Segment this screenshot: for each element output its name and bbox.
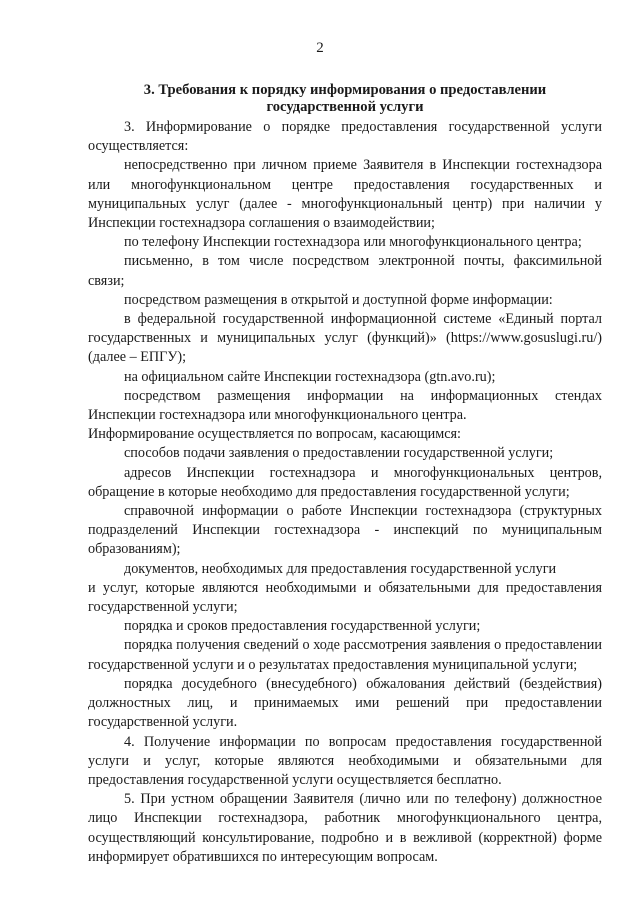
paragraph-topic-appeal: порядка досудебного (внесудебного) обжалования действий (бездействия) должностных лиц, и принимаемых ими решений при предоставлении государственной услуги. [88, 675, 602, 731]
paragraph-topic-terms: порядка и сроков предоставления государственной услуги; [124, 618, 481, 635]
paragraph-topic-addresses: адресов Инспекции гостехнадзора и многофункциональных центров, обращение в которые необходимо для предоставления государственной услуги; [88, 464, 602, 500]
paragraph-topic-documents: документов, необходимых для предоставления государственной услуги [124, 560, 557, 577]
paragraph-info-stands: посредством размещения информации на информационных стендах Инспекции гостехнадзора или многофункционального центра. [88, 387, 602, 424]
paragraph-public-posting: посредством размещения в открытой и доступной форме информации: [124, 291, 553, 308]
paragraph-4-free: 4. Получение информации по вопросам предоставления государственной услуги и услуг, которые являются необходимыми и обязательными для предоставления государственной услуги осуществляется бесплатно. [88, 733, 602, 788]
paragraph-epgu: в федеральной государственной информационной системе «Единый портал государственных и муниципальных услуг (функций)» (https://www.gosuslugi.ru/) (далее – ЕПГУ); [88, 311, 602, 366]
paragraph-topic-progress: порядка получения сведений о ходе рассмотрения заявления о предоставлении государственной услуги и о результатах предоставления муниципальной услуги; [88, 637, 602, 673]
section-title-line-2: государственной услуги [266, 99, 424, 115]
paragraph-topic-methods: способов подачи заявления о предоставлении государственной услуги; [124, 445, 554, 462]
section-title [88, 82, 602, 116]
paragraph-topic-documents-cont: и услуг, которые являются необходимыми и обязательными для предоставления государственной услуги; [88, 579, 602, 616]
paragraph-in-writing: письменно, в том числе посредством электронной почты, факсимильной связи; [88, 253, 602, 289]
paragraph-3-intro: 3. Информирование о порядке предоставления государственной услуги осуществляется: [88, 119, 602, 155]
paragraph-topic-reference: справочной информации о работе Инспекции гостехнадзора (структурных подразделений Инспекции гостехнадзора - инспекций по муниципальным образованиям); [88, 503, 602, 558]
paragraph-official-site: на официальном сайте Инспекции гостехнадзора (gtn.avo.ru); [124, 368, 496, 385]
document-body [88, 118, 602, 867]
paragraph-in-person: непосредственно при личном приеме Заявителя в Инспекции гостехнадзора или многофункциональном центре предоставления государственных и муниципальных услуг (далее - многофункциональный центр) при наличии у Инспекции гостехнадзора соглашения о взаимодействии; [88, 157, 602, 232]
paragraph-by-phone: по телефону Инспекции гостехнадзора или многофункционального центра; [124, 234, 582, 251]
section-title-line-1: 3. Требования к порядку информирования о предоставлении [143, 82, 547, 98]
paragraph-5-oral: 5. При устном обращении Заявителя (лично или по телефону) должностное лицо Инспекции гостехнадзора, работник многофункционального центра, осуществляющий консультирование, подробно и в вежливой (корректной) форме информирует обратившихся по интересующим вопросам. [88, 791, 602, 865]
page-number: 2 [316, 40, 324, 56]
paragraph-topics-intro: Информирование осуществляется по вопросам, касающимся: [88, 426, 461, 443]
